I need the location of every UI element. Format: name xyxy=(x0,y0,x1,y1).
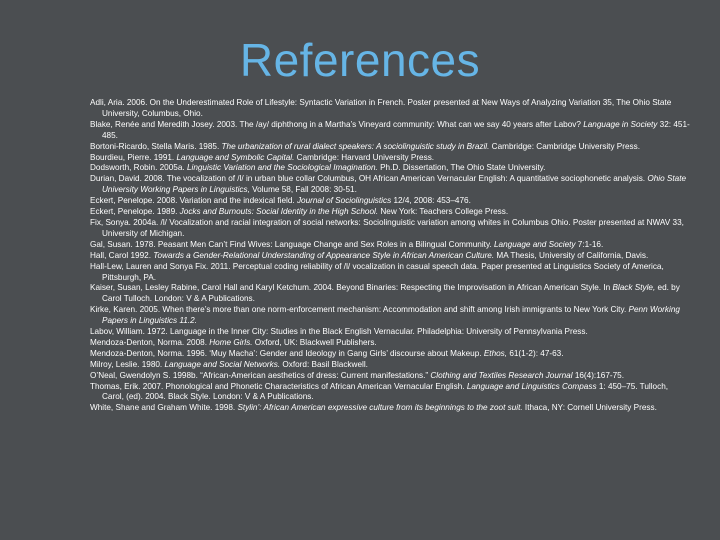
reference-italic-text: Clothing and Textiles Research Journal xyxy=(430,370,573,380)
reference-entry xyxy=(90,142,690,153)
reference-entry xyxy=(90,305,690,327)
reference-entry xyxy=(90,327,690,338)
reference-text-tail: 7:1-16. xyxy=(575,239,604,249)
reference-text-tail: 61(1-2): 47-63. xyxy=(507,348,564,358)
reference-text-tail: MA Thesis, University of California, Davis. xyxy=(494,250,649,260)
reference-italic-text: Towards a Gender-Relational Understanding of Appearance Style in African American Culture. xyxy=(153,250,495,260)
reference-entry xyxy=(90,174,690,196)
reference-italic-text: Journal of Sociolinguistics xyxy=(296,196,392,206)
reference-text: Bortoni-Ricardo, Stella Maris. 1985. xyxy=(90,141,222,151)
reference-entry xyxy=(90,240,690,251)
reference-text-tail: 32: 451-485. xyxy=(102,119,690,140)
reference-text: Eckert, Penelope. 1989. xyxy=(90,207,180,217)
reference-entry xyxy=(90,153,690,164)
reference-italic-text: Language and Society xyxy=(494,239,576,249)
reference-entry xyxy=(90,207,690,218)
reference-italic-text: Language in Society xyxy=(583,119,658,129)
reference-text: Kaiser, Susan, Lesley Rabine, Carol Hall and Karyl Ketchum. 2004. Beyond Binaries: Respecting the Improvisation in African American Style. In xyxy=(90,283,613,293)
reference-entry xyxy=(90,360,690,371)
reference-entry xyxy=(90,283,690,305)
reference-italic-text: Language and Linguistics Compass xyxy=(466,381,597,391)
reference-entry xyxy=(90,349,690,360)
reference-entry xyxy=(90,251,690,262)
reference-text: Thomas, Erik. 2007. Phonological and Phonetic Characteristics of African American Vernacular English. xyxy=(90,381,467,391)
reference-text: Labov, William. 1972. Language in the Inner City: Studies in the Black English Vernacular. Philadelphia: University of Pennsylvania Press. xyxy=(90,327,588,337)
reference-italic-text: Language and Social Networks. xyxy=(164,359,281,369)
reference-entry xyxy=(90,98,690,120)
reference-text: Mendoza-Denton, Norma. 1996. ‘Muy Macha’: Gender and Ideology in Gang Girls’ discourse about Makeup. xyxy=(90,348,484,358)
reference-italic-text: The urbanization of rural dialect speakers: A sociolinguistic study in Brazil. xyxy=(221,141,490,151)
reference-entry xyxy=(90,196,690,207)
reference-text-tail: Cambridge: Harvard University Press. xyxy=(294,152,435,162)
reference-text: Hall-Lew, Lauren and Sonya Fix. 2011. Perceptual coding reliability of /l/ vocalization in casual speech data. Paper presented at Linguistics Society of America, Pittsburgh, PA. xyxy=(90,261,664,282)
reference-italic-text: Linguistic Variation and the Sociological Imagination. xyxy=(186,163,378,173)
reference-entry xyxy=(90,218,690,240)
reference-text-tail: Volume 58, Fall 2008: 30-51. xyxy=(249,185,357,195)
reference-entry xyxy=(90,120,690,142)
reference-italic-text: Ohio State University Working Papers in Linguistics, xyxy=(102,174,687,195)
reference-italic-text: Ethos, xyxy=(483,348,508,358)
reference-italic-text: Penn Working Papers in Linguistics 11.2. xyxy=(102,305,680,326)
reference-text: Dodsworth, Robin. 2005a. xyxy=(90,163,187,173)
reference-text: Durian, David. 2008. The vocalization of /l/ in urban blue collar Columbus, OH African American Vernacular English: A quantitative sociophonetic analysis. xyxy=(90,174,648,184)
slide-title: References xyxy=(239,34,481,86)
reference-text: White, Shane and Graham White. 1998. xyxy=(90,403,238,413)
reference-text-tail: Ph.D. Dissertation, The Ohio State University. xyxy=(377,163,546,173)
reference-text: Eckert, Penelope. 2008. Variation and the indexical field. xyxy=(90,196,297,206)
reference-text-tail: Cambridge: Cambridge University Press. xyxy=(489,141,641,151)
reference-text-tail: 1: 450–75. Tulloch, Carol, (ed). 2004. Black Style. London: V & A Publications. xyxy=(102,381,669,402)
reference-text-tail: New York: Teachers College Press. xyxy=(378,207,509,217)
reference-italic-text: Stylin’: African American expressive culture from its beginnings to the zoot suit. xyxy=(237,403,523,413)
reference-text: Fix, Sonya. 2004a. /l/ Vocalization and racial integration of social networks: Sociolinguistic variation among whites in Columbus Ohio. Poster presented at NWAV 33, University of Michigan. xyxy=(90,217,684,238)
reference-italic-text: Black Style, xyxy=(612,283,656,293)
reference-entry xyxy=(90,371,690,382)
reference-text-tail: Oxford, UK: Blackwell Publishers. xyxy=(252,337,377,347)
reference-text: O’Neal, Gwendolyn S. 1998b. “African-American aesthetics of dress: Current manifestations.” xyxy=(90,370,431,380)
reference-text: Hall, Carol 1992. xyxy=(90,250,154,260)
reference-italic-text: Language and Symbolic Capital. xyxy=(176,152,295,162)
reference-text: Gal, Susan. 1978. Peasant Men Can’t Find Wives: Language Change and Sex Roles in a Bilingual Community. xyxy=(90,239,494,249)
reference-text: Bourdieu, Pierre. 1991. xyxy=(90,152,177,162)
reference-text-tail: 12/4, 2008: 453–476. xyxy=(391,196,471,206)
reference-text-tail: Ithaca, NY: Cornell University Press. xyxy=(522,403,657,413)
reference-text: Adli, Aria. 2006. On the Underestimated Role of Lifestyle: Syntactic Variation in French. Poster presented at New Ways of Analyzing Variation 35, The Ohio State University, Columbus, Ohio. xyxy=(90,98,672,118)
reference-italic-text: Home Girls. xyxy=(209,337,253,347)
reference-entry xyxy=(90,403,690,414)
reference-entry xyxy=(90,262,690,284)
reference-entry xyxy=(90,382,690,404)
reference-italic-text: Jocks and Burnouts: Social Identity in the High School. xyxy=(179,207,379,217)
reference-text: Mendoza-Denton, Norma. 2008. xyxy=(90,337,210,347)
reference-text: Milroy, Leslie. 1980. xyxy=(90,359,165,369)
references-list xyxy=(90,98,690,414)
reference-entry xyxy=(90,163,690,174)
reference-text-tail: 16(4):167-75. xyxy=(572,370,624,380)
reference-text: Kirke, Karen. 2005. When there’s more than one norm-enforcement mechanism: Accommodation and shift among Irish immigrants to New York City. xyxy=(90,305,629,315)
reference-text-tail: ed. by Carol Tulloch. London: V & A Publications. xyxy=(102,283,680,304)
reference-text: Blake, Renée and Meredith Josey. 2003. The /ay/ diphthong in a Martha’s Vineyard community: What can we say 40 years after Labov? xyxy=(90,119,584,129)
reference-text-tail: Oxford: Basil Blackwell. xyxy=(280,359,368,369)
reference-entry xyxy=(90,338,690,349)
